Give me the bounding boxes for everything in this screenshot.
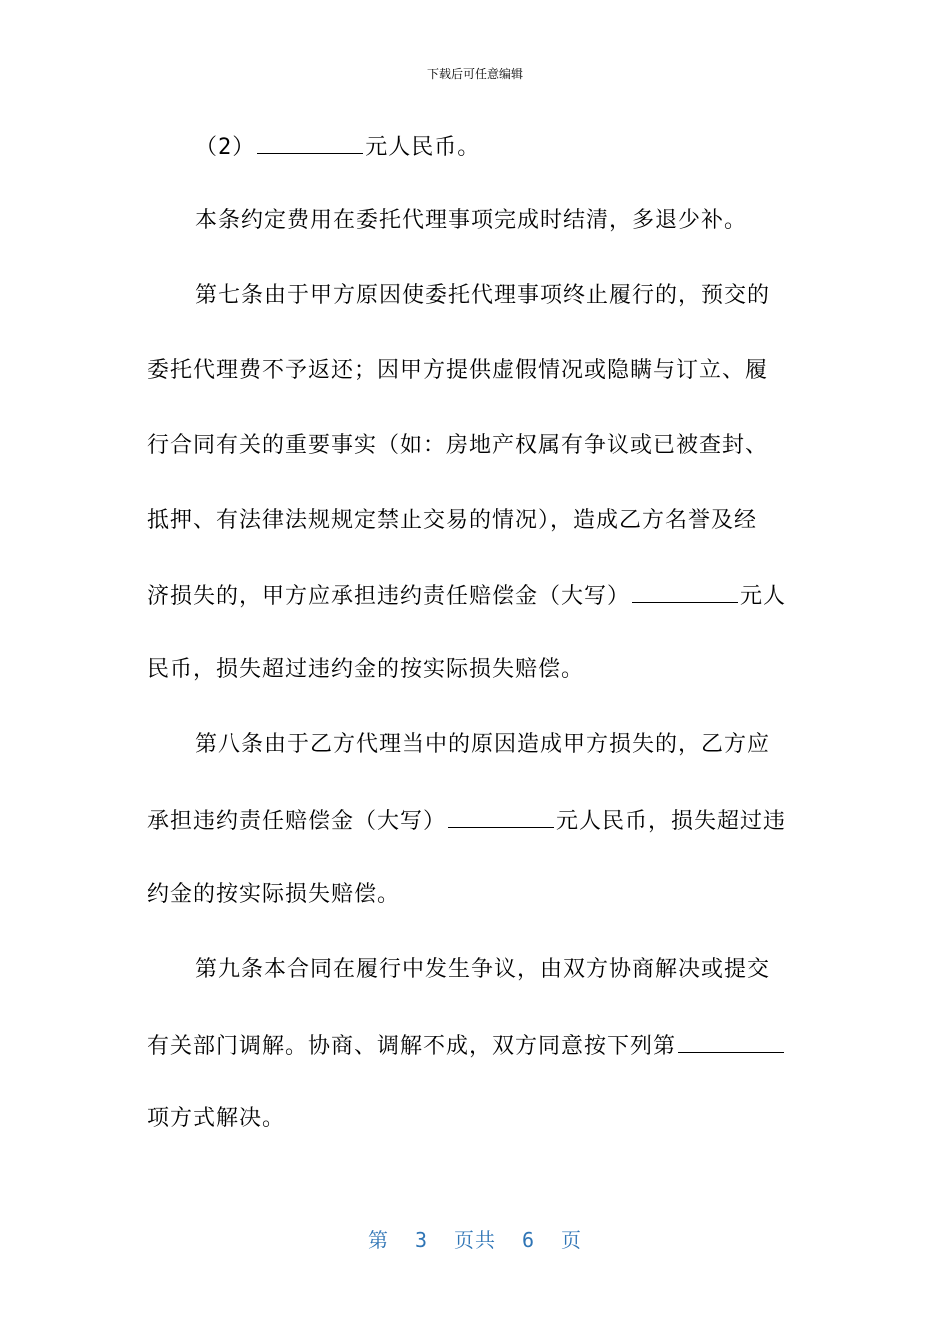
footer-suffix: 页 [561, 1228, 583, 1252]
text-line: 项方式解决。 [147, 1106, 286, 1131]
fill-in-blank [678, 1030, 784, 1053]
fill-in-blank [257, 131, 363, 154]
text-line: 济损失的，甲方应承担违约责任赔偿金（大写） 元人 [147, 580, 786, 612]
text-line: 民币，损失超过违约金的按实际损失赔偿。 [147, 657, 585, 682]
text-line: 行合同有关的重要事实（如：房地产权属有争议或已被查封、 [147, 433, 769, 458]
footer-prefix: 第 [367, 1228, 389, 1252]
fill-in-blank [632, 580, 738, 603]
text-line: 本条约定费用在委托代理事项完成时结清，多退少补。 [195, 208, 748, 233]
text-line: 第七条由于甲方原因使委托代理事项终止履行的，预交的 [195, 283, 771, 308]
text-line: 抵押、有法律法规规定禁止交易的情况），造成乙方名誉及经 [147, 508, 758, 533]
total-pages-number: 6 [522, 1228, 536, 1252]
page-header: 下载后可任意编辑 [426, 67, 523, 81]
text-line: 第九条本合同在履行中发生争议，由双方协商解决或提交 [195, 957, 771, 982]
footer-middle: 页共 [454, 1228, 496, 1252]
page-footer [0, 1226, 950, 1254]
text-line: 有关部门调解。协商、调解不成，双方同意按下列第 [147, 1030, 786, 1062]
text-line: （2） 元人民币。 [195, 131, 480, 163]
text-line: 约金的按实际损失赔偿。 [147, 882, 401, 907]
current-page-number: 3 [414, 1228, 428, 1252]
text-line: 委托代理费不予返还；因甲方提供虚假情况或隐瞒与订立、履 [147, 358, 769, 383]
text-line: 承担违约责任赔偿金（大写） 元人民币，损失超过违 [147, 805, 786, 837]
fill-in-blank [448, 805, 554, 828]
text-line: 第八条由于乙方代理当中的原因造成甲方损失的，乙方应 [195, 732, 771, 757]
